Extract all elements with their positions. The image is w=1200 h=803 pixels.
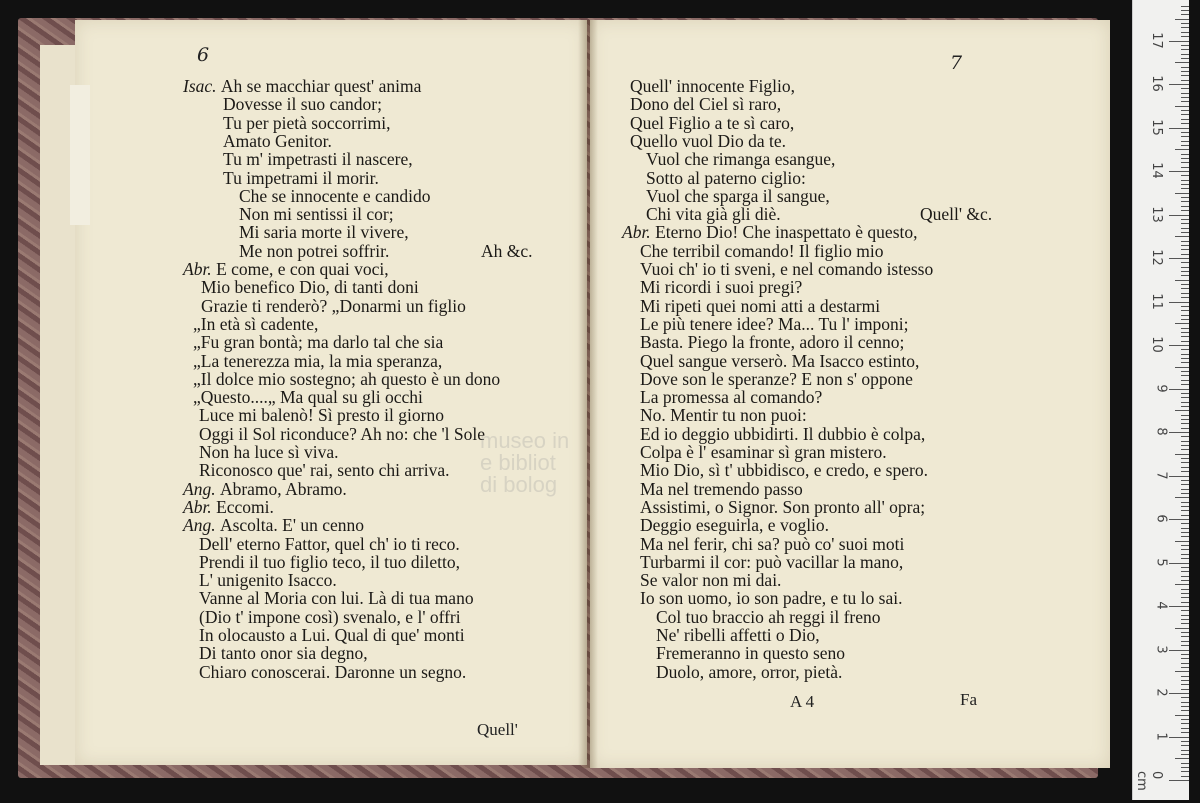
ruler-tick: [1181, 306, 1189, 307]
verse-text: Eccomi.: [216, 496, 274, 517]
verse-text: Riconosco que' rai, sento chi arriva.: [199, 460, 450, 481]
ruler-tick: [1181, 358, 1189, 359]
ruler-tick: [1181, 428, 1189, 429]
ruler-tick: [1181, 23, 1189, 24]
ruler-tick: [1181, 745, 1189, 746]
verse-text: Quel Figlio a te sì caro,: [630, 112, 795, 133]
ruler-tick: [1181, 636, 1189, 637]
ruler-tick: [1181, 332, 1189, 333]
verse-text: Mi saria morte il vivere,: [239, 222, 409, 243]
verse-text: Dell' eterno Fattor, quel ch' io ti reco.: [199, 533, 460, 554]
verse-text: Oggi il Sol riconduce? Ah no: che 'l Sole: [199, 423, 486, 444]
ruler-tick: [1181, 732, 1189, 733]
verse-text: (Dio t' impone così) svenalo, e l' offri: [199, 606, 461, 627]
ruler-tick: [1181, 223, 1189, 224]
ruler-tick: [1181, 506, 1189, 507]
page-number-right: 7: [950, 52, 963, 74]
speaker-label: Abr.: [183, 259, 217, 279]
ruler-tick: [1181, 571, 1189, 572]
verse-text: Tu m' impetrasti il nascere,: [223, 149, 413, 170]
speaker-label: Isac.: [183, 76, 221, 96]
ruler-tick: [1181, 180, 1189, 181]
ruler-label: 13: [1149, 205, 1165, 223]
ruler-tick: [1181, 241, 1189, 242]
verse-text: Non ha luce sì viva.: [199, 442, 339, 462]
ruler-label: 7: [1153, 470, 1169, 480]
ruler-tick: [1169, 258, 1189, 259]
verse-text: Chiaro conoscerai. Daronne un segno.: [199, 661, 467, 682]
ruler-tick: [1181, 689, 1189, 690]
watermark-line: di bolog: [480, 472, 558, 497]
ruler-tick: [1175, 541, 1189, 542]
ruler-tick: [1175, 367, 1189, 368]
ruler-tick: [1169, 84, 1189, 85]
ruler-tick: [1181, 615, 1189, 616]
ruler-tick: [1181, 162, 1189, 163]
ruler-tick: [1169, 780, 1189, 781]
ruler-tick: [1175, 715, 1189, 716]
paper-slip: [70, 85, 90, 225]
measuring-ruler: [1132, 0, 1189, 800]
ruler-tick: [1181, 767, 1189, 768]
ruler-tick: [1175, 758, 1189, 759]
ruler-tick: [1181, 415, 1189, 416]
ruler-tick: [1181, 88, 1189, 89]
ruler-tick: [1181, 188, 1189, 189]
text-line: [183, 662, 466, 683]
verse-text: Ne' ribelli affetti o Dio,: [656, 625, 820, 645]
ruler-tick: [1181, 206, 1189, 207]
ruler-tick: [1181, 545, 1189, 546]
ruler-tick: [1181, 684, 1189, 685]
verse-text: Fremeranno in questo seno: [656, 643, 846, 664]
verse-text: No. Mentir tu non puoi:: [640, 405, 807, 426]
ruler-tick: [1181, 167, 1189, 168]
verse-text: Di tanto onor sia degno,: [199, 643, 368, 664]
ruler-tick: [1181, 349, 1189, 350]
ruler-tick: [1181, 589, 1189, 590]
verse-text: Assistimi, o Signor. Son pronto all' opra;: [640, 496, 926, 517]
ruler-tick: [1181, 132, 1189, 133]
ruler-tick: [1181, 467, 1189, 468]
ruler-tick: [1181, 380, 1189, 381]
ruler-tick: [1181, 536, 1189, 537]
ruler-tick: [1169, 128, 1189, 129]
ruler-tick: [1181, 402, 1189, 403]
ruler-tick: [1169, 215, 1189, 216]
ruler-label: 2: [1153, 688, 1169, 697]
ruler-tick: [1181, 719, 1189, 720]
ruler-tick: [1175, 149, 1189, 150]
verse-text: Che terribil comando! Il figlio mio: [640, 240, 884, 261]
ruler-tick: [1181, 458, 1189, 459]
ruler-tick: [1181, 471, 1189, 472]
ruler-tick: [1181, 284, 1189, 285]
ruler-label: 8: [1153, 427, 1169, 436]
ruler-tick: [1181, 219, 1189, 220]
left-page: [75, 20, 587, 765]
ruler-tick: [1181, 706, 1189, 707]
ruler-tick: [1181, 175, 1189, 176]
verse-text: Vuol che rimanga esangue,: [646, 149, 836, 170]
ruler-tick: [1181, 341, 1189, 342]
ruler-tick: [1181, 462, 1189, 463]
ruler-tick: [1169, 171, 1189, 172]
verse-text: Eterno Dio! Che inaspettato è questo,: [655, 222, 918, 243]
ruler-tick: [1181, 558, 1189, 559]
right-page: [590, 20, 1110, 768]
ruler-tick: [1181, 141, 1189, 142]
verse-text: E come, e con quai voci,: [216, 259, 389, 279]
ruler-tick: [1181, 271, 1189, 272]
ruler-tick: [1181, 602, 1189, 603]
ruler-tick: [1181, 597, 1189, 598]
speaker-label: Abr.: [622, 222, 656, 243]
ruler-tick: [1181, 641, 1189, 642]
ruler-tick: [1175, 106, 1189, 107]
ruler-label: 4: [1153, 601, 1169, 610]
ruler-tick: [1169, 345, 1189, 346]
ruler-tick: [1181, 449, 1189, 450]
ruler-tick: [1181, 232, 1189, 233]
ruler-tick: [1181, 75, 1189, 76]
signature-mark: A 4: [790, 692, 815, 711]
ruler-tick: [1181, 93, 1189, 94]
ruler-tick: [1181, 119, 1189, 120]
ruler-tick: [1181, 27, 1189, 28]
verse-text: In olocausto a Lui. Qual di que' monti: [199, 625, 465, 645]
ruler-tick: [1181, 297, 1189, 298]
ruler-tick: [1175, 454, 1189, 455]
ruler-tick: [1169, 519, 1189, 520]
ruler-tick: [1181, 493, 1189, 494]
ruler-tick: [1181, 667, 1189, 668]
ruler-tick: [1181, 680, 1189, 681]
ruler-tick: [1181, 619, 1189, 620]
verse-text: Che se innocente e candido: [239, 185, 431, 206]
verse-text: Abramo, Abramo.: [219, 478, 347, 499]
ruler-tick: [1181, 210, 1189, 211]
ruler-tick: [1181, 80, 1189, 81]
ruler-tick: [1181, 245, 1189, 246]
ruler-tick: [1169, 389, 1189, 390]
ruler-tick: [1181, 576, 1189, 577]
ruler-tick: [1181, 593, 1189, 594]
ruler-tick: [1181, 484, 1189, 485]
ruler-tick: [1181, 763, 1189, 764]
book-gutter: [578, 20, 598, 768]
ruler-tick: [1169, 650, 1189, 651]
ruler-tick: [1181, 315, 1189, 316]
verse-text: Ah se macchiar quest' anima: [220, 76, 422, 96]
ruler-tick: [1181, 502, 1189, 503]
ruler-tick: [1181, 101, 1189, 102]
ruler-tick: [1181, 676, 1189, 677]
verse-text: Colpa è l' esaminar sì gran mistero.: [640, 442, 887, 462]
ruler-label: 3: [1153, 644, 1169, 654]
verse-text: „La tenerezza mia, la mia speranza,: [193, 350, 443, 371]
ruler-tick: [1181, 397, 1189, 398]
verse-text: Chi vita già gli diè.: [646, 204, 781, 225]
verse-text: Mio benefico Dio, di tanti doni: [201, 277, 419, 298]
speaker-label: Ang.: [183, 515, 220, 536]
ruler-tick: [1181, 275, 1189, 276]
verse-text: Basta. Piego la fronte, adoro il cenno;: [640, 332, 905, 353]
verse-text: Sotto al paterno ciglio:: [646, 167, 806, 188]
ruler-tick: [1181, 6, 1189, 7]
text-line: [622, 662, 842, 683]
ruler-tick: [1181, 528, 1189, 529]
verse-text: Mi ripeti quei nomi atti a destarmi: [640, 295, 881, 316]
verse-text: Vanne al Moria con lui. Là di tua mano: [199, 588, 474, 609]
ruler-label: 0 cm: [1134, 771, 1164, 791]
verse-text: Ascolta. E' un cenno: [219, 515, 365, 536]
ruler-tick: [1175, 584, 1189, 585]
ruler-tick: [1181, 197, 1189, 198]
verse-text: Quell' innocente Figlio,: [630, 76, 796, 96]
ruler-tick: [1181, 58, 1189, 59]
ruler-tick: [1169, 302, 1189, 303]
ruler-tick: [1181, 754, 1189, 755]
verse-text: Dono del Ciel sì raro,: [630, 94, 782, 115]
ruler-tick: [1181, 515, 1189, 516]
ruler-label: 1: [1153, 731, 1169, 741]
ruler-tick: [1181, 480, 1189, 481]
ruler-label: 15: [1149, 118, 1165, 136]
ruler-tick: [1181, 710, 1189, 711]
ruler-tick: [1181, 254, 1189, 255]
verse-text: Turbarmi il cor: può vacillar la mano,: [640, 551, 904, 572]
ruler-tick: [1181, 610, 1189, 611]
verse-text: Non mi sentissi il cor;: [239, 204, 394, 225]
ruler-label: 17: [1149, 31, 1165, 49]
ruler-tick: [1181, 632, 1189, 633]
ruler-tick: [1181, 32, 1189, 33]
ruler-tick: [1181, 645, 1189, 646]
verse-text: Ed io deggio ubbidirti. Il dubbio è colpa,: [640, 423, 926, 444]
ruler-tick: [1181, 489, 1189, 490]
watermark-line: museo in: [480, 428, 570, 453]
ruler-tick: [1169, 606, 1189, 607]
ruler-label: 16: [1149, 75, 1165, 92]
ruler-tick: [1181, 423, 1189, 424]
ruler-tick: [1181, 697, 1189, 698]
verse-text: Luce mi balenò! Sì presto il giorno: [199, 405, 444, 426]
ruler-tick: [1181, 580, 1189, 581]
ruler-tick: [1181, 110, 1189, 111]
verse-text: Dove son le speranze? E non s' oppone: [640, 368, 913, 389]
verse-text: Vuol che sparga il sangue,: [646, 185, 830, 206]
ruler-tick: [1169, 432, 1189, 433]
verse-text: Deggio eseguirla, e voglio.: [640, 515, 830, 536]
ruler-tick: [1181, 371, 1189, 372]
ruler-tick: [1181, 36, 1189, 37]
ruler-tick: [1181, 123, 1189, 124]
ruler-tick: [1181, 319, 1189, 320]
verse-text: Vuoi ch' io ti sveni, e nel comando istesso: [640, 259, 934, 279]
ruler-label: 14: [1149, 162, 1165, 179]
ruler-tick: [1181, 419, 1189, 420]
verse-text: „Questo....„ Ma qual su gli occhi: [193, 387, 423, 408]
ruler-tick: [1181, 201, 1189, 202]
ruler-tick: [1181, 702, 1189, 703]
verse-text: Ma nel ferir, chi sa? può co' suoi moti: [640, 533, 905, 554]
ruler-label: 10: [1149, 336, 1165, 353]
ruler-tick: [1181, 293, 1189, 294]
ruler-tick: [1175, 671, 1189, 672]
page-number-left: 6: [197, 44, 210, 66]
ruler-tick: [1181, 393, 1189, 394]
ruler-tick: [1181, 328, 1189, 329]
ruler-tick: [1169, 41, 1189, 42]
watermark-line: e bibliot: [480, 450, 556, 475]
verse-text: Tu per pietà soccorrimi,: [223, 112, 391, 133]
ruler-tick: [1181, 249, 1189, 250]
ruler-tick: [1175, 323, 1189, 324]
verse-text: Io son uomo, io son padre, e tu lo sai.: [640, 588, 903, 609]
ruler-tick: [1181, 362, 1189, 363]
verse-text: Mio Dio, sì t' ubbidisco, e credo, e spero.: [640, 460, 928, 481]
ruler-tick: [1181, 510, 1189, 511]
ruler-tick: [1175, 410, 1189, 411]
ruler-tick: [1181, 375, 1189, 376]
ruler-tick: [1181, 658, 1189, 659]
verse-text: Ma nel tremendo passo: [640, 478, 803, 499]
ruler-tick: [1181, 750, 1189, 751]
refrain-cue: Quell' &c.: [920, 204, 993, 225]
ruler-tick: [1181, 554, 1189, 555]
ruler-tick: [1181, 228, 1189, 229]
ruler-tick: [1175, 497, 1189, 498]
ruler-label: 12: [1149, 249, 1165, 266]
ruler-tick: [1181, 10, 1189, 11]
verse-text: „In età sì cadente,: [193, 313, 319, 334]
ruler-label: 11: [1149, 292, 1165, 310]
ruler-tick: [1181, 97, 1189, 98]
ruler-tick: [1181, 771, 1189, 772]
ruler-tick: [1175, 62, 1189, 63]
ruler-tick: [1181, 523, 1189, 524]
ruler-tick: [1181, 267, 1189, 268]
ruler-tick: [1181, 54, 1189, 55]
verse-text: Amato Genitor.: [223, 130, 332, 151]
verse-text: Le più tenere idee? Ma... Tu l' imponi;: [640, 313, 909, 334]
ruler-tick: [1181, 184, 1189, 185]
ruler-tick: [1181, 441, 1189, 442]
ruler-tick: [1175, 628, 1189, 629]
ruler-tick: [1181, 741, 1189, 742]
verse-text: Quel sangue verserò. Ma Isacco estinto,: [640, 350, 920, 371]
ruler-tick: [1181, 154, 1189, 155]
verse-text: „Fu gran bontà; ma darlo tal che sia: [193, 332, 444, 353]
ruler-tick: [1181, 14, 1189, 15]
ruler-tick: [1169, 693, 1189, 694]
ruler-tick: [1181, 67, 1189, 68]
verse-text: Prendi il tuo figlio teco, il tuo diletto,: [199, 551, 461, 572]
ruler-tick: [1181, 384, 1189, 385]
ruler-tick: [1181, 406, 1189, 407]
speaker-label: Abr.: [183, 496, 217, 517]
ruler-tick: [1181, 567, 1189, 568]
ruler-tick: [1181, 310, 1189, 311]
verse-text: Tu impetrami il morir.: [223, 167, 379, 188]
ruler-tick: [1181, 288, 1189, 289]
ruler-tick: [1181, 723, 1189, 724]
verse-text: Dovesse il suo candor;: [223, 94, 382, 115]
verse-text: Mi ricordi i suoi pregi?: [640, 277, 803, 298]
verse-text: Quello vuol Dio da te.: [630, 130, 787, 151]
ruler-tick: [1181, 114, 1189, 115]
ruler-label: 9: [1153, 383, 1169, 393]
ruler-tick: [1175, 236, 1189, 237]
verse-text: „Il dolce mio sostegno; ah questo è un dono: [193, 368, 501, 389]
ruler-tick: [1181, 549, 1189, 550]
ruler-label: 6: [1153, 514, 1169, 523]
ruler-tick: [1181, 158, 1189, 159]
verse-text: Me non potrei soffrir.: [239, 240, 390, 261]
ruler-tick: [1181, 728, 1189, 729]
verse-text: Grazie ti renderò? „Donarmi un figlio: [201, 295, 466, 316]
verse-text: L' unigenito Isacco.: [199, 570, 337, 591]
library-watermark: [480, 430, 700, 496]
ruler-tick: [1181, 49, 1189, 50]
ruler-tick: [1181, 663, 1189, 664]
ruler-tick: [1181, 354, 1189, 355]
ruler-tick: [1169, 563, 1189, 564]
ruler-tick: [1169, 476, 1189, 477]
verse-text: La promessa al comando?: [640, 387, 823, 408]
ruler-tick: [1181, 145, 1189, 146]
ruler-tick: [1181, 436, 1189, 437]
ruler-tick: [1181, 654, 1189, 655]
ruler-label: 5: [1153, 557, 1169, 567]
verse-text: Col tuo braccio ah reggi il freno: [656, 606, 881, 627]
ruler-tick: [1181, 71, 1189, 72]
ruler-tick: [1181, 45, 1189, 46]
verse-text: Se valor non mi dai.: [640, 570, 782, 591]
ruler-tick: [1175, 280, 1189, 281]
ruler-tick: [1169, 737, 1189, 738]
ruler-tick: [1181, 532, 1189, 533]
speaker-label: Ang.: [183, 478, 220, 499]
verse-text: Duolo, amore, orror, pietà.: [656, 661, 843, 682]
ruler-tick: [1181, 136, 1189, 137]
ruler-tick: [1181, 445, 1189, 446]
catchword-left: Quell': [477, 720, 518, 739]
refrain-cue: Ah &c.: [481, 240, 533, 261]
ruler-tick: [1175, 193, 1189, 194]
ruler-tick: [1181, 776, 1189, 777]
ruler-tick: [1181, 336, 1189, 337]
ruler-tick: [1175, 19, 1189, 20]
ruler-tick: [1181, 262, 1189, 263]
ruler-tick: [1181, 623, 1189, 624]
catchword-right: Fa: [960, 690, 977, 709]
